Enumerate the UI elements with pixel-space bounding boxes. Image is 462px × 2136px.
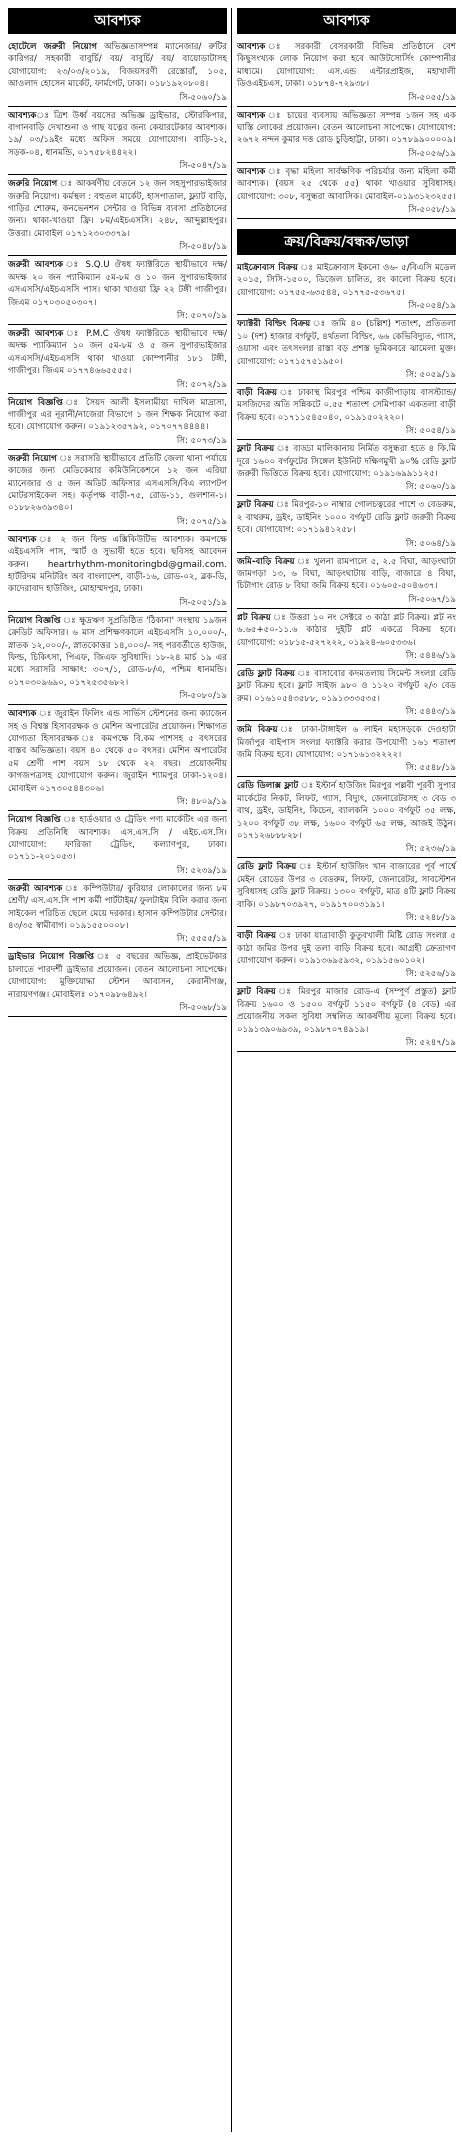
ad-body: ঃ মিরপুর-১০ নাম্বার গোলচত্বরের পাশে ৩ বেডরুম, ২ বাথরুম, ড্রইং, ডাইনিং ১০০০ বর্গফুট রেডি ফ্লাট জরুরী বিক্রয় হবে। যোগাযোগ: ০১৭১৯৪১২৫৮। [237, 500, 457, 536]
classified-ad [237, 38, 456, 107]
ad-title: রেডি ফ্লাট বিক্রয় [237, 862, 297, 873]
ad-body: ঃ জমি ৪০ (চল্লিশ) শতাংশ, প্রতিতলা ১০ (দশ) হাজার বর্গফুট, ৪র্থতলা বিল্ডিং, ৬৬ কেভিবিদ্যুত, গ্যাস, ওয়াসা এবং তৎসংলগ্ন রাস্তা বড় প্রশস্ত ভূমিকবরে ঝামেলা মুক্ত। যোগাযোগ: ০১৭১৫৭৫১৯৫০। [237, 319, 456, 367]
ad-title: জরুরী আবশ্যক [8, 260, 64, 271]
ad-reference-code: সি-৫০৪৮/১৯ [179, 242, 227, 253]
ad-title: প্লট বিক্রয় [237, 612, 271, 623]
classified-ad [237, 553, 456, 609]
ad-reference-code: সি: ৫২৪৭/১৯ [405, 1037, 456, 1048]
ad-body: ঃ বৃদ্ধা মহিলা সার্বক্ষণিক পরিচর্যার জন্য মহিলা কর্মী আবশ্যক। (বয়স ২৫ থেকে ৫৫) থাকা খাওয়ার সুবিধাসহ। যোগাযোগ: ৩০৮, বসুন্ধরা আবাসিক। মোবাইল-০১৯৩১২৩২৫৫। [237, 166, 456, 202]
ad-text [8, 951, 227, 1001]
ad-body: ঃ ইস্টার্ন হাউজিং খান বাজারের পূর্ব পার্শ্বে মেইন রোডের উপর ৩ বেডরুম, লিফট, জেনারেটর, সাবস্টেশন সুবিধাসহ রেডি ফ্লাট বিক্রয়। ১৩০০ বর্গফুট, মাত্র ৪টি ফ্লাট বিক্রয় বাকি। ০১৯৮৭০৩৯২৭, ০১৯১৭০০৩১৯১। [237, 862, 456, 910]
right-column [237, 8, 456, 1052]
ad-reference-code: সি: ৫৪৪৬/১৯ [405, 651, 456, 661]
ad-text [8, 708, 227, 795]
ad-reference-code: সি-৫০৫১/১৯ [179, 597, 227, 608]
ad-text [237, 612, 456, 649]
section-header-wanted-right: আবশ্যক [237, 8, 456, 34]
ad-text [237, 861, 456, 911]
ad-title: জরুরী আবশ্যক [8, 328, 64, 339]
ad-title: আবশ্যক [237, 110, 266, 121]
ad-reference-code: সি-৫০৪৭/১৯ [179, 161, 227, 172]
ad-reference-code: সি: ৫০৬৪/১৯ [405, 538, 456, 549]
ad-body: ঃ ঢাকা-টাঙ্গাইল ৬ লাইন মহাসড়কে দেওহাটা মির্জাপুর বাইপাস সংলগ্ন ফ্যাক্টরি করার উপযোগী ১৬১ শতাংশ জমি বিক্রয় হবে। যোগাযোগ: ০১৭১৬১৩২২২২। [237, 725, 456, 761]
ad-text [237, 166, 456, 203]
ad-text [237, 499, 456, 536]
ad-reference-code: সি: ৫০৭০/১৯ [176, 310, 227, 321]
ad-reference-code: সি-৫০৮০/১৯ [179, 691, 227, 702]
left-ad-list [8, 38, 227, 1017]
ad-reference-code: সি: ৫২৩৬/১৯ [405, 844, 456, 855]
ad-reference-code: সি: ৫০৭৩/১৯ [176, 435, 227, 446]
ad-body: ঃ বাসাবোর কদমতলায় সিমেন্ট সংলগ্ন রেডি ফ্লাট বিক্রয় হবে। ফ্লাট সাইজ ৯৮০ ও ১১২০ বর্গফুট ২/৩ বেড রুম। ০১৬১০৫৪৩৫৮৮, ০১৯১৩৩৩৫৩৫। [237, 669, 456, 704]
classified-ad [8, 705, 227, 811]
ad-text [237, 443, 456, 480]
ad-text [237, 724, 456, 761]
ad-body: ঃ ত্রিশ উর্ধ্ব বয়সের অভিজ্ঞ ড্রাইভার, স্টোরকিপার, বাগানবাড়ি দেখাশুনা ও গাছ যত্নের জন্য কেয়ারটেকার আবশ্যক। ১৯/ ০৩/১৯ইং মধ্যে অফিস সময়ে যোগাযোগ। বাড়ি-১২, সড়ক-০৪, ধানমন্ডি, ০১৭৫৮২৪৪২২। [8, 110, 227, 158]
ad-title: আবশ্যক [8, 709, 37, 720]
ad-text [8, 259, 227, 309]
classified-ad [237, 665, 456, 721]
ad-text [237, 318, 456, 368]
ad-text [8, 110, 227, 160]
ad-email: heartrhythm-monitoringbd@gmail.com. [47, 559, 227, 570]
ad-text [8, 883, 227, 933]
ad-body: ঃ P.M.C ঔষধ ফ্যাক্টরিতে স্থায়ীভাবে দক্ষ/অদক্ষ প্যাকিম্যান ১০ জন ৫ম-৮ম ও ৫ জন সুপারভাইজার এসএসসি/এইচএসসি থাকা খাওয়া কোম্পানীর ১৮১ টঙ্গী, গাজীপুর। জিএম ০১৭৭৪৬৬৫৫৫৫। [8, 328, 227, 377]
ad-text [8, 534, 227, 596]
classified-ad [237, 858, 456, 927]
ad-title: ফ্লাট বিক্রয় [237, 500, 274, 511]
classified-ad [8, 325, 227, 394]
ad-body-continued: হার্টরিদম মনিটরিং অব বাংলাদেশ, বাড়ী-১৬, রোড-০২, ব্লক-ডি, কাদেরাবাদ হাউজিং, মোহাম্মদপুর, ঢাকা। [8, 572, 227, 595]
ad-text [237, 668, 456, 705]
ad-body: ঃ ঢাকা যাত্রাবাড়ী কুতুবখালী মিষ্টি রোড সংলগ্ন ৫ কাঠা জমির উপর দুই তলা বাড়ি বিক্রয় হবে। আগ্রহী ক্রেতাগণ যোগাযোগ করুন। ০১৯১৩৬৯৫৯৩২, ০১৯১৫৬০১০২। [237, 931, 456, 966]
ad-reference-code: সি: ৫০৭২/১৯ [176, 379, 227, 390]
ad-text [237, 986, 456, 1036]
ad-body: ঃ সৈয়দ আলী ইসলামীয়া দাখিল মাদ্রাসা, গাজীপুর এর নূরানী/নাজেরা বিভাগে ১ জন শিক্ষক নিয়োগ করা হবে। যোগাযোগ করুন। ০১৯১২৩৫৭৯২, ০১৭০৭৭৪৪৪৪। [8, 397, 227, 433]
ad-title: আবশ্যক [237, 166, 266, 177]
ad-title: জমি বিক্রয় [237, 725, 278, 736]
classified-ad [237, 609, 456, 665]
ad-body: ঃ ইস্টার্ন হাউজিং মিরপুর পল্লবী পূরবী সুপার মার্কেটের নিকট, লিফট, গ্যাস, বিদ্যুৎ, জেনারেটরসহ ৩ বেড ৩ বাথ, ড্রইং, ডাইনিং, কিচেন, ব্যালকনি ১০০০ বর্গফুট ৩৫ লক্ষ, ১২০০ বর্গফুট ৩৮ লক্ষ, ১৬০০ বর্গফুট ৬৫ লক্ষ, আজই উঠুন। ০১৭১২৬৮৮৮২৮। [237, 781, 456, 842]
ad-text [237, 387, 456, 424]
ad-body: ঃ ঢাকাস্থ মিরপুর পশ্চিম কাজীপাড়ায় বাসস্ট্যান্ড/মসজিদের অতি সন্নিকটে ০.৫৫ শতাংশ সেমিপাকা একতলা বাড়ী বিক্রয় হবে। ০১৭১১৫৪৫০৪০, ০১৯১৫০২২২০। [237, 387, 456, 423]
ad-text [8, 453, 227, 515]
ad-title: জরুরী নিয়োগ [8, 453, 57, 464]
ad-body: ঃ আকর্ষণীয় বেতনে ১২ জন সহসুপারভাইজার জরুরি নিয়োগ। কর্মস্থল : বহুতল মার্কেট, হাসপাতাল, ফ্ল্যাট বাড়ি, গাড়ির শোরুম, কনভেনশন সেন্টার ও বিভিন্ন ব্যবসা প্রতিষ্ঠানের জন্য। থাকা-খাওয়া ফ্রি। ৮ম/এইচএসসি। ২৪৮, আব্দুল্লাহপুর। উত্তরা। মোবাইল ০১৭১২৩০৩৩৭৯। [8, 179, 228, 239]
ad-reference-code: সি-৫০৫৫/১৯ [408, 92, 456, 103]
ad-text [8, 41, 227, 91]
ad-reference-code: সি-৫০৬৮/১৯ [179, 1002, 227, 1013]
ad-title: ফ্লাট বিক্রয় [237, 987, 276, 998]
classified-ad [8, 394, 227, 450]
ad-text [8, 328, 227, 378]
ad-reference-code: সি-৫০৫৬/১৯ [408, 148, 456, 159]
ad-reference-code: সি: ৫০৫৪/১৯ [405, 426, 456, 437]
ad-title: ফ্যাক্টরী বিল্ডিং বিক্রয় [237, 319, 311, 330]
ad-title: বাড়ী বিক্রয় [237, 387, 278, 398]
classified-ad [237, 983, 456, 1052]
ad-body: ঃ ৫ বছরের অভিজ্ঞ, প্রাইভেটকার চালাতে পারদর্শী ড্রাইভার প্রয়োজন। বেতন আলোচনা সাপেক্ষে। যোগাযোগ: মুক্তিযোদ্ধা স্টেশন আবাসন, কেরানীগঞ্জ, নারায়ণগঞ্জ। মোবাইলঃ ০১৭০৯৮৬৪৯২। [8, 952, 227, 1000]
ad-reference-code: সি-৫০৫৪/১৯ [408, 301, 456, 312]
ad-title: ড্রাইভার নিয়োগ বিজ্ঞপ্তি [8, 952, 95, 963]
ad-title: আবশ্যক [8, 110, 37, 121]
ad-body: ঃ হার্ডওয়ার ও ট্রেডিং পণ্য মার্কেটিং এর জন্য বিক্রয় প্রতিনিধি আবশ্যক। এস.এস.সি / এইচ.এস.সি। যোগাযোগ: ফারিজা ট্রেডিং, কল্যাণপুর, ঢাকা। ০১৭১১-২০১০৫৩। [8, 815, 227, 863]
classified-ad [8, 107, 227, 176]
ad-title: রেডি ডিলাক্স ফ্লাট [237, 781, 299, 792]
ad-text [237, 41, 456, 91]
classified-ad [237, 777, 456, 858]
ad-body: ঃ কম্পিউটার/ কুরিয়ার লোকালের জন্য ৮ম শ্রেণী/ এস.এস.সি পাশ কর্মী পার্টটাইম/ ফুলটাইম বিলি করার জন্য সাইকেল পরিচিত ছেলে মেয়ে দরকার। হাসান কম্পিউটার সেন্টার। ৪৩/৩৫ স্বামীবাগ। ০১৯১৫৫০০০৮। [8, 883, 227, 931]
ad-reference-code: সি: ৫২৫৬/১৯ [405, 969, 456, 980]
classified-ad [237, 163, 456, 219]
section-header-sale: ক্রয়/বিক্রয়/বন্ধক/ভাড়া [237, 229, 456, 255]
classified-ad [237, 107, 456, 163]
classified-ad [237, 440, 456, 496]
ad-reference-code: সি-৫০৫৮/১৯ [408, 205, 456, 216]
ad-body: ঃ ক্ষুদ্রঋণ সুপ্রতিষ্ঠিত 'ঠিকানা' সংস্থায় ১৯জন ক্রেডিট অফিসার। ৬ মাস প্রশিক্ষণকালে এইচএসসি ১০,০০০/-, স্নাতক ১২,০০০/-, স্নাতকোত্তর ১৪,০০০/- সহ পরবর্তীতে হাউজ, ফিল্ড, চিকিৎসা, পিএফ, জিএফ সুবিধাদি। ১৮-২৪ মার্চ ১৯ এর মধ্যে সরাসরি সাক্ষাৎ: ৩০৭/১, রোড-৮/এ, পশ্চিম ধানমন্ডি। ০১৭০৩০৯৬৯০, ০১৭২৫৩৫৬৮২। [8, 615, 227, 688]
ad-title: রেডি ফ্লাট বিক্রয় [237, 669, 295, 679]
ad-text [8, 397, 227, 434]
ad-title: জরুরি নিয়োগ [8, 179, 58, 190]
ad-text [8, 814, 227, 864]
ad-body: ঃ সরকারী বেসরকারী বিভিন্ন প্রতিষ্ঠানে বেশ কিছুসংখ্যক লোক নিয়োগ করা হবে আউটসোর্সিং কোম্পানীর মাধ্যমে। যোগাযোগ: এস.এন্ড এন্টারপ্রাইজ, মহাখালী ডিওএইচএস, ঢাকা। ০১৮৭৪-৭২৯৩৮। [237, 42, 456, 90]
ad-title: জমি-বাড়ি বিক্রয় [237, 556, 295, 567]
right-wanted-ad-list [237, 38, 456, 219]
ad-title: ফ্লাট বিক্রয় [237, 444, 275, 455]
ad-reference-code: সি: ৫২৪৮/১৯ [405, 913, 456, 924]
ad-title: আবশ্যক [8, 534, 37, 545]
classified-ad [8, 612, 227, 705]
ad-title: নিয়োগ বিজ্ঞপ্তি [8, 815, 61, 826]
ad-body: ঃ বাড্ডা মালিকানায় নির্মিত বসুন্ধরা হতে ৪ কি.মি দূরে ১৬০০ বর্গফুটের সিঙ্গেল ইউনিট দক্ষিণমুখী ৯০% রেডি ফ্লাট জরুরী ভিত্তিতে বিক্রয় হবে। যোগাযোগ: ০১৯১৬৯৯১১২৫। [237, 444, 457, 479]
ad-body: ঃ সরাসরি স্থায়ীভাবে প্রতিটি জেলা থানা পর্যায়ে কাজের জন্য মেডিকেয়ার কমিউনিকেশনে ১২ জন এরিয়া ম্যানেজার ও ৫ জন অডিট অফিসার এসএসসি/বিএ ল্যাপটপ মোটরসাইকেল সহ। কর্তৃপক্ষ বাড়ী-৭৫, রোড-১১, গুলশান-১। ০১৮৮২৬৩৯৩৪০। [8, 453, 228, 514]
classified-ad [237, 927, 456, 983]
ad-reference-code: সি: ৫২৩৯/১৯ [176, 865, 227, 876]
ad-title: জরুরী আবশ্যক [8, 883, 63, 894]
ad-title: নিয়োগ বিজ্ঞপ্তি [8, 397, 63, 408]
classified-ad [8, 811, 227, 880]
ad-title: মাইক্রোবাস বিক্রয় [237, 263, 298, 274]
classified-ad [237, 496, 456, 552]
ad-body: ঃ চায়ের ব্যবসায় অভিজ্ঞতা সম্পন্ন ১জন সহ এক ঘাস্তি লোকের প্রয়োজন। বেতন আলোচনা সাপেক্ষে। যোগাযোগ: ২৬৭২ নন্দন কুমার দত্ত রোড চুড়িহাট্টা, ঢাকা। ০১৭৮৯৯০০০০৯। [237, 110, 456, 146]
ad-reference-code: সি: ৫০৬০/১৯ [405, 482, 456, 493]
classified-ad [8, 880, 227, 949]
classified-ad [237, 315, 456, 384]
classified-ad [237, 384, 456, 440]
ad-reference-code: সি: ৫৪৪৩/১৯ [405, 707, 456, 718]
ad-title: নিয়োগ বিজ্ঞপ্তি [8, 615, 61, 626]
ad-text [8, 178, 227, 240]
ad-reference-code: সি: ৫০৫৯/১৯ [405, 369, 456, 380]
column-divider [231, 8, 232, 2132]
section-header-wanted-left: আবশ্যক [8, 8, 227, 34]
ad-text [237, 780, 456, 842]
ad-body: ঃ জুরাইন ফিলিং এন্ড সার্ভিস স্টেশনের জন্য ক্যাজেন সহ ও বিশ্বস্ত হিসাবরক্ষক ও মেশিন অপারেটর প্রয়োজন। শিক্ষাগত যোগ্যতা হিসাবরক্ষক ঃ কমপক্ষে বি.কম পাশসহ ৫ বৎসরের বাস্তব অভিজ্ঞতা। বয়স ৪০ থেকে ৫০ বৎসর। মেশিন অপারেটর ৫ম শ্রেণী পাশ বয়স ১৮ থেকে ২২ বছর। প্রয়োজনীয় কাগজপত্রসহ যোগাযোগ করুন। জুরাইন শ্যামপুর ঢাকা-১২০৪। মোবাইল ০১৭৩০৫৪৪৩০৬। [8, 709, 227, 794]
ad-text [237, 930, 456, 967]
classified-ad [8, 256, 227, 325]
left-column [8, 8, 227, 1017]
ad-reference-code: সি-৫০৬০/১৯ [179, 92, 227, 103]
ad-body: ঃ খুলনা রামপালে ৫, ২.৫ বিঘা, আড়ংঘাটা জামগড়া ১৩, ৬ বিঘা, আড়ংঘাটায় বাড়ি, বাজারে ৪ বিঘা, চিটাগাং রোড ৮ বিঘা জমি বিক্রয় হবে। ০১৬০৫-৫০৪৬৩৭। [237, 556, 456, 592]
ad-reference-code: সি: ৪৮০৯/১৯ [176, 797, 227, 808]
right-sale-ad-list [237, 259, 456, 1052]
ad-body: ঃ উত্তরা ১০ নং সেক্টরে ৩ কাঠা প্লট বিক্রয়। প্লট নং ৬.৬৫+৫০-১১.৬ কাঠার দুইটি প্লট একত্রে বিক্রয় হবে। যোগাযোগ: ০১৮১৫-৫২৭২২২, ০১৯২৪-৬০৫৩৩৬। [237, 612, 457, 648]
ad-text [237, 556, 456, 593]
ad-reference-code: সি: ৫০৭৫/১৯ [176, 516, 227, 527]
classified-ad [237, 259, 456, 315]
ad-title: আবশ্যক [237, 42, 266, 52]
ad-body: ঃ S.Q.U ঔষধ ফ্যাক্টরিতে স্থায়ীভাবে দক্ষ/অদক্ষ ২০ জন প্যাকিম্যান ৫ম-৮ম ও ১০ জন সুপারভাইজার এসএসসি/এইচএসসি পাস। থাকা খাওয়া ফ্রি ২২ টঙ্গী গাজীপুর। জিএম ০১৭০৩০৫০৩০৭। [8, 260, 227, 308]
ad-text [237, 262, 456, 299]
classified-ad [237, 721, 456, 777]
ad-text [237, 110, 456, 147]
classified-ad [8, 175, 227, 256]
classified-ad [8, 450, 227, 531]
ad-body: অভিজ্ঞতাসম্পন্ন ম্যানেজার/ রুটির কারিগর/ সহকারী বাবুর্চি/ বয়/ বাবুর্চি/ বয়/ বায়োডাটাসহ যোগাযোগ: ২৩/০৩/২০১৯, বিজয়সরণী রেস্তোরাঁ, ১০৫, আওলাদ হোসেন মার্কেট, ফার্মগেট, ঢাকা। ০১৮১৯২০৮০৪। [8, 42, 228, 90]
ad-reference-code: সি-৫০৬৭/১৯ [408, 594, 456, 605]
ad-text [8, 615, 227, 689]
classified-ad [8, 531, 227, 612]
classified-ad [8, 38, 227, 107]
ad-reference-code: সি: ৫৫৪৮/১৯ [405, 763, 456, 774]
ad-title: বাড়ী বিক্রয় [237, 931, 277, 942]
ad-reference-code: সি: ৫৫৫৫/১৯ [176, 934, 227, 945]
ad-body: ঃ মাইক্রোবাস ইকনো ও৬- ৫/বিএসি মডেল ২০১৫, সিসি-১৫০০, ডিজেল চালিত, রং কালো বিক্রয় হবে। যোগাযোগ: ০১৭৫৫-৬৩৫৪৪, ০১৭৭৫-৫৩৬৭৫। [237, 263, 456, 298]
ad-body: ঃ ২ জন ফিল্ড এক্সিকিউটিভ আবশ্যক। কমপক্ষে এইচএসসি পাস, স্মার্ট ও সুভাষী হতে হবে। ছবিসহ আবেদন করুন। [8, 534, 227, 570]
ad-title: হোটেলে জরুরী নিয়োগ [8, 42, 97, 52]
ad-body: ঃ মিরপুর মাজার রোড-এ (সম্পূর্ণ প্রস্তুত) ফ্লাট বিক্রয় ১৬০০ ও ১৫০০ বর্গফুট ১১৫০ বর্গফুট (৪ বেড) এর প্রয়োজনীয় সকল সুবিধা সম্বলিত আকর্ষণীয় মূল্যে বিক্রয় হবে। ০১৯১৩৯০৬৯৩৯, ০১৯৮৭০৭৪৯১৯। [237, 987, 456, 1035]
classified-ad [8, 948, 227, 1017]
